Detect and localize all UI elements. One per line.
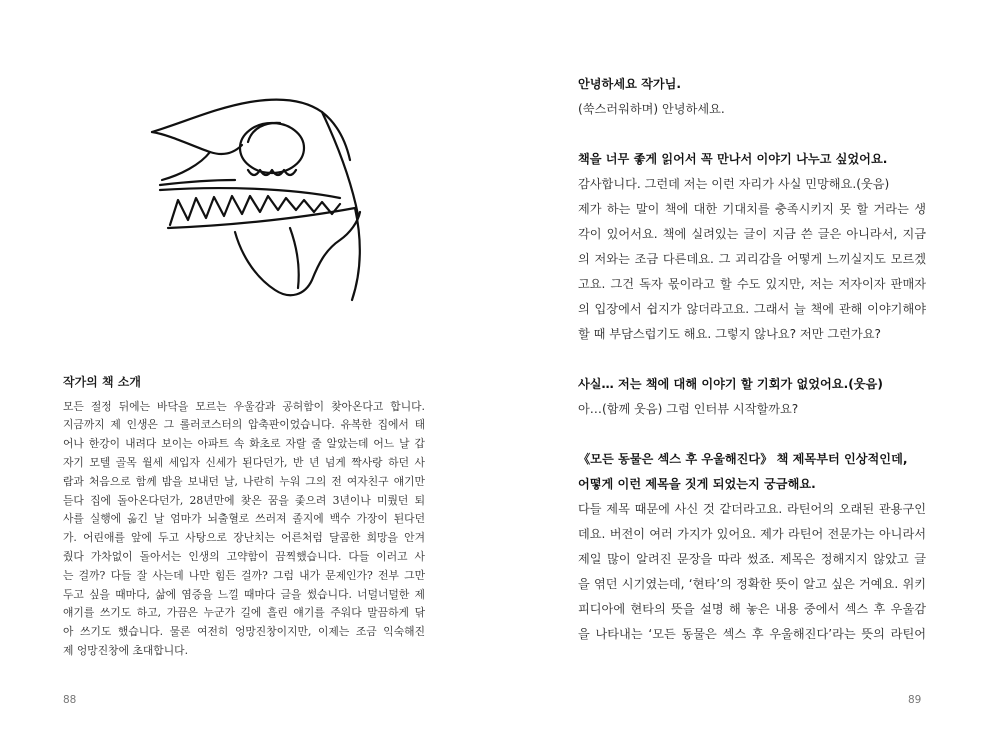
question-line: 《모든 동물은 섹스 후 우울해진다》 책 제목부터 인상적인데, xyxy=(578,451,908,466)
text-line: 모든 절정 뒤에는 바닥을 모르는 우울감과 공허함이 찾아온다고 합니다. xyxy=(63,399,425,413)
question-line: 안녕하세요 작가님. xyxy=(578,76,682,91)
text-line: 는 걸까? 다들 잘 사는데 나만 힘든 걸까? 그럼 내가 문제인가? 전부 그만 xyxy=(63,568,425,582)
text-line: 줬다 가차없이 돌아서는 인생의 고약함이 끔찍했습니다. 다들 이러고 사 xyxy=(63,549,425,563)
answer-line: 제일 많이 알려진 문장을 따라 썼죠. 제목은 정해지지 않았고 글 xyxy=(578,551,926,566)
answer-line: 아…(함께 웃음) 그럼 인터뷰 시작할까요? xyxy=(578,401,799,416)
section-title: 작가의 책 소개 xyxy=(63,375,141,389)
answer-line: 데요. 버전이 여러 가지가 있어요. 제가 라틴어 전문가는 아니라서 xyxy=(578,526,926,541)
hands-illustration xyxy=(140,90,380,310)
answer-line: 다들 제목 때문에 사신 것 같더라고요. 라틴어의 오래된 관용구인 xyxy=(578,501,926,516)
text-line: 어나 한강이 내려다 보이는 아파트 속 화초로 자랄 줄 알았는데 어느 날 갑 xyxy=(63,437,425,451)
text-line: 지금까지 제 인생은 그 롤러코스터의 압축판이었습니다. 유복한 집에서 태 xyxy=(63,418,425,432)
text-line: 아 쓰기도 했습니다. 물론 여전히 엉망진창이지만, 이제는 조금 익숙해진 xyxy=(63,625,425,639)
interview-exchange xyxy=(578,372,926,422)
interview-exchange xyxy=(578,147,926,347)
answer-line: 할 때 부담스럽기도 해요. 그렇지 않나요? 저만 그런가요? xyxy=(578,326,881,341)
answer-line: 고요. 그건 독자 몫이라고 할 수도 있지만, 저는 저자이자 판매자 xyxy=(578,276,926,291)
book-introduction-text xyxy=(63,398,425,661)
answer-line: 의 저와는 조금 다른데요. 그 괴리감을 어떻게 느끼실지도 모르겠 xyxy=(578,251,926,266)
text-line: 람과 처음으로 함께 밤을 보내던 날, 나란히 누워 그의 전 여자친구 얘기만 xyxy=(63,474,425,488)
answer-line: (쑥스러워하며) 안녕하세요. xyxy=(578,101,725,116)
answer-line: 을 엮던 시기였는데, ‘현타’의 정확한 뜻이 알고 싶은 거예요. 위키 xyxy=(578,576,926,591)
text-line: 두고 싶을 때마다, 삶에 염증을 느낄 때마다 글을 썼습니다. 너덜너덜한 제 xyxy=(63,587,425,601)
text-line: 사를 실행에 옮긴 날 엄마가 뇌출혈로 쓰러져 졸지에 백수 가장이 된다던 xyxy=(63,512,425,526)
page-number-left: 88 xyxy=(63,694,77,706)
answer-line: 의 입장에서 쉽지가 않더라고요. 그래서 늘 책에 관해 이야기해야 xyxy=(578,301,926,316)
page-number-right: 89 xyxy=(908,694,922,706)
interview-exchange xyxy=(578,447,926,647)
answer-line: 피디아에 현타의 뜻을 설명 해 놓은 내용 중에서 섹스 후 우울감 xyxy=(578,601,926,616)
answer-line: 각이 있어서요. 책에 실려있는 글이 지금 쓴 글은 아니라서, 지금 xyxy=(578,226,926,241)
answer-line: 감사합니다. 그런데 저는 이런 자리가 사실 민망해요.(웃음) xyxy=(578,176,890,191)
text-line: 자기 모텔 골목 월세 세입자 신세가 된다던가, 반 년 넘게 짝사랑 하던 사 xyxy=(63,455,425,469)
question-line: 어떻게 이런 제목을 짓게 되었는지 궁금해요. xyxy=(578,476,816,491)
question-line: 책을 너무 좋게 읽어서 꼭 만나서 이야기 나누고 싶었어요. xyxy=(578,151,888,166)
interview-exchange xyxy=(578,72,926,122)
text-line: 듣다 집에 돌아온다던가, 28년만에 찾은 꿈을 좇으려 3년이나 미뤘던 퇴 xyxy=(63,493,425,507)
text-line: 가. 어린애를 앞에 두고 사탕으로 장난치는 어른처럼 달콤한 희망을 안겨 xyxy=(63,531,425,545)
question-line: 사실… 저는 책에 대해 이야기 할 기회가 없었어요.(웃음) xyxy=(578,376,883,391)
interview-text xyxy=(578,72,926,672)
text-line: 제 엉망진창에 초대합니다. xyxy=(63,643,189,657)
answer-line: 제가 하는 말이 책에 대한 기대치를 충족시키지 못 할 거라는 생 xyxy=(578,201,926,216)
text-line: 얘기를 쓰기도 하고, 가끔은 누군가 길에 흘린 얘기를 주워다 말끔하게 닦 xyxy=(63,606,425,620)
answer-line: 을 나타내는 ‘모든 동물은 섹스 후 우울해진다’라는 뜻의 라틴어 xyxy=(578,626,926,641)
